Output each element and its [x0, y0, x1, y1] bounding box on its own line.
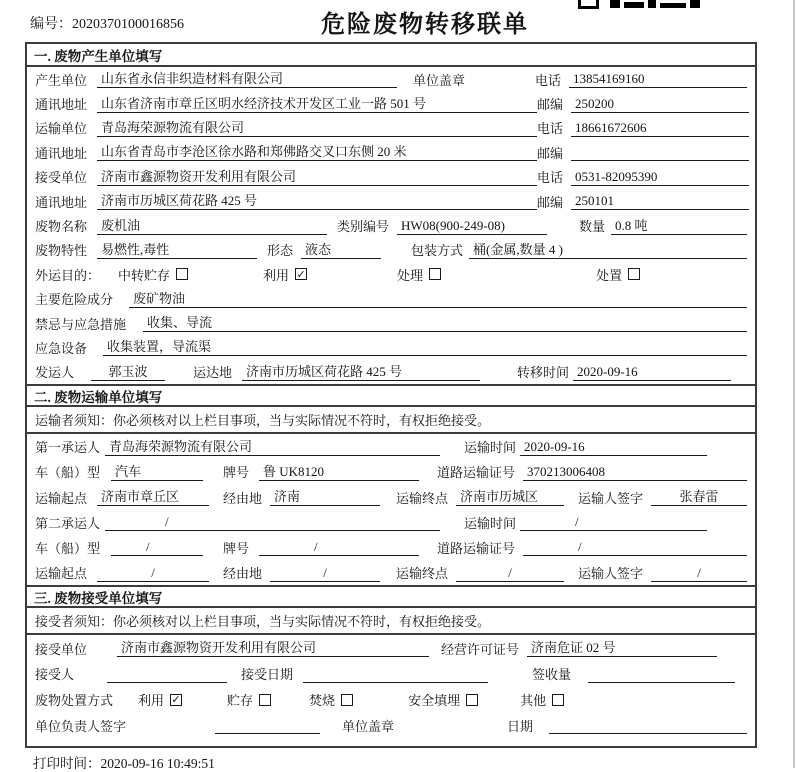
print-time-value: 2020-09-16 10:49:51 [100, 756, 215, 771]
purpose-use-label: 利用 [263, 267, 290, 283]
purpose-use-checkbox: ✓ [296, 267, 306, 281]
row-second-carrier [27, 510, 755, 535]
plate-label: 牌号 [223, 540, 250, 556]
transporter-value: 青岛海荣源物流有限公司 [97, 119, 537, 137]
transport-time1-group [464, 437, 747, 456]
transporter-phone-group [537, 118, 749, 137]
category-code-value: HW08(900-249-08) [397, 217, 547, 235]
destination-value: 济南市历城区荷花路 425 号 [242, 363, 480, 381]
packing-value: 桶(金属,数量 4 ) [469, 241, 747, 259]
origin1-value: 济南市章丘区 [97, 488, 209, 506]
row-transporter-address [27, 140, 755, 164]
transport-time2-value: / [520, 513, 707, 531]
purpose-dispose-checkbox [628, 268, 640, 280]
consignor-label: 发运人 [35, 365, 75, 381]
receiver-phone-group [537, 167, 749, 186]
disposal-use-checkbox: ✓ [171, 693, 181, 707]
road-license-label: 道路运输证号 [437, 465, 516, 481]
first-carrier-label: 第一承运人 [35, 440, 101, 456]
vehicle-type1-value: 汽车 [111, 463, 203, 481]
phone-label: 电话 [537, 170, 564, 186]
destination-label: 运达地 [193, 365, 233, 381]
row-acceptor [27, 661, 755, 687]
form-label: 形态 [267, 243, 294, 259]
row-vehicle1 [27, 459, 755, 484]
plate-label: 牌号 [223, 465, 250, 481]
print-time-label: 打印时间： [33, 756, 101, 771]
trait-value: 易燃性,毒性 [97, 241, 257, 259]
sign-qty-label: 签收量 [532, 667, 572, 683]
transporter-address-value: 山东省青岛市李沧区徐水路和郑佛路交叉口东侧 20 米 [97, 143, 537, 161]
receiver-phone-value: 0531-82095390 [571, 168, 749, 186]
phone-label: 电话 [537, 121, 564, 137]
origin2-value: / [97, 564, 209, 582]
section3-heading: 三. 废物接受单位填写 [27, 585, 755, 608]
sign-qty-group [532, 664, 747, 683]
section2-heading: 二. 废物运输单位填写 [27, 384, 755, 407]
waste-name-value: 废机油 [97, 217, 327, 235]
origin-label: 运输起点 [35, 566, 88, 582]
road-license1-value: 370213006408 [523, 463, 747, 481]
consignor-value: 郭玉波 [91, 363, 165, 381]
via2-value: / [270, 564, 380, 582]
serial-label: 编号： [30, 17, 72, 32]
plate2-value: / [259, 538, 419, 556]
origin-label: 运输起点 [35, 490, 88, 506]
transporter-phone-value: 18661672606 [571, 119, 749, 137]
row-waste-trait [27, 238, 755, 262]
address-label: 通讯地址 [35, 194, 88, 210]
page-edge-divider [793, 0, 795, 768]
hazard-label: 主要危险成分 [35, 292, 114, 308]
disposal-burn-checkbox [341, 694, 353, 706]
quantity-label: 数量 [579, 219, 606, 235]
first-carrier-value: 青岛海荣源物流有限公司 [105, 438, 440, 456]
second-carrier-label: 第二承运人 [35, 515, 101, 531]
disposal-burn-label: 焚烧 [309, 693, 336, 709]
transport-time2-group [464, 513, 747, 532]
disposal-store-checkbox [259, 694, 271, 706]
permit-value: 济南危证 02 号 [527, 639, 717, 657]
transfer-time-value: 2020-09-16 [573, 363, 731, 381]
disposal-landfill-checkbox [466, 694, 478, 706]
quantity-group [579, 216, 747, 235]
purpose-transfer-checkbox [176, 268, 188, 280]
quantity-value: 0.8 吨 [611, 217, 747, 235]
head-sign-value [215, 716, 320, 734]
accept-date-value [303, 665, 488, 683]
unit-seal-label: 单位盖章 [342, 718, 395, 734]
producer-phone-group [535, 70, 747, 89]
section-transporter [27, 384, 755, 585]
via1-value: 济南 [270, 488, 380, 506]
accept-unit-value: 济南市鑫源物资开发利用有限公司 [117, 639, 429, 657]
phone-label: 电话 [535, 72, 562, 88]
zip-label: 邮编 [537, 194, 564, 210]
row-emergency-equipment [27, 335, 755, 359]
row-route1 [27, 484, 755, 509]
carrier-sign-label: 运输人签字 [578, 566, 644, 582]
unit-seal-label: 单位盖章 [413, 72, 466, 88]
address-label: 通讯地址 [35, 145, 88, 161]
print-time-line [33, 752, 215, 772]
second-carrier-value: / [105, 513, 440, 531]
vehicle-type-label: 车（船）型 [35, 540, 101, 556]
manifest-form [25, 42, 757, 748]
date-label: 日期 [507, 718, 534, 734]
zip-label: 邮编 [537, 145, 564, 161]
row-route2 [27, 560, 755, 585]
permit-label: 经营许可证号 [441, 641, 520, 657]
carrier-sign2-value: / [651, 564, 747, 582]
hazard-value: 废矿物油 [129, 290, 747, 308]
taboo-value: 收集、导流 [143, 314, 747, 332]
carrier-sign1-value: 张春雷 [651, 488, 747, 506]
equipment-label: 应急设备 [35, 340, 88, 356]
date-group [507, 716, 747, 735]
equipment-value: 收集装置，导流渠 [103, 338, 747, 356]
receiver-address-value: 济南市历城区荷花路 425 号 [97, 192, 537, 210]
road-license2-value: / [523, 538, 747, 556]
acceptor-value [107, 665, 227, 683]
row-producer [27, 67, 755, 91]
row-hazard [27, 287, 755, 311]
disposal-store-label: 贮存 [227, 693, 254, 709]
transfer-time-group [517, 362, 747, 381]
row-receiver-address [27, 189, 755, 213]
row-purpose [27, 262, 755, 286]
terminus1-value: 济南市历城区 [456, 488, 564, 506]
row-receiver [27, 165, 755, 189]
zip-label: 邮编 [537, 97, 564, 113]
serial-value: 2020370100016856 [72, 17, 184, 32]
transporter-zip-group [537, 143, 749, 162]
plate1-value: 鲁 UK8120 [259, 463, 419, 481]
producer-phone-value: 13854169160 [569, 70, 747, 88]
row-first-carrier [27, 434, 755, 459]
purpose-treat-label: 处理 [397, 267, 424, 283]
row-consignor [27, 360, 755, 384]
category-label: 类别编号 [337, 219, 390, 235]
purpose-label: 外运目的： [35, 267, 101, 283]
transporter-zip-value [571, 143, 749, 161]
accept-unit-label: 接受单位 [35, 641, 88, 657]
transfer-time-label: 转移时间 [517, 365, 570, 381]
taboo-label: 禁忌与应急措施 [35, 316, 127, 332]
page-title: 危险废物转移联单 [321, 12, 529, 38]
section-receiver [27, 585, 755, 738]
disposal-other-checkbox [552, 694, 564, 706]
row-waste-name [27, 213, 755, 237]
transporter-label: 运输单位 [35, 121, 88, 137]
head-sign-label: 单位负责人签字 [35, 718, 127, 734]
serial-number-line [30, 13, 184, 33]
transport-time1-value: 2020-09-16 [520, 438, 707, 456]
date-value [549, 716, 747, 734]
address-label: 通讯地址 [35, 97, 88, 113]
receiver-zip-value: 250101 [571, 192, 749, 210]
purpose-treat-checkbox [429, 268, 441, 280]
receiver-label: 接受单位 [35, 170, 88, 186]
row-producer-address [27, 91, 755, 115]
acceptor-label: 接受人 [35, 667, 75, 683]
terminus-label: 运输终点 [396, 490, 449, 506]
vehicle-type2-value: / [111, 538, 203, 556]
disposal-label: 废物处置方式 [35, 693, 114, 709]
accept-date-label: 接受日期 [241, 667, 294, 683]
producer-zip-value: 250200 [571, 95, 749, 113]
purpose-dispose-label: 处置 [596, 267, 623, 283]
row-disposal-method [27, 687, 755, 713]
producer-zip-group [537, 94, 749, 113]
vehicle-type-label: 车（船）型 [35, 465, 101, 481]
carrier-sign-label: 运输人签字 [578, 490, 644, 506]
disposal-other-label: 其他 [520, 693, 547, 709]
row-transporter [27, 116, 755, 140]
receiver-notice: 接受者须知：你必须核对以上栏目事项，当与实际情况不符时，有权拒绝接受。 [27, 608, 755, 635]
purpose-transfer-label: 中转贮存 [118, 267, 171, 283]
transport-time-label: 运输时间 [464, 515, 517, 531]
section1-heading: 一. 废物产生单位填写 [27, 44, 755, 67]
row-head-signature [27, 713, 755, 739]
transport-time-label: 运输时间 [464, 440, 517, 456]
road-license-label: 道路运输证号 [437, 540, 516, 556]
form-value: 液态 [301, 241, 381, 259]
via-label: 经由地 [223, 566, 263, 582]
terminus-label: 运输终点 [396, 566, 449, 582]
receiver-zip-group [537, 192, 749, 211]
producer-value: 山东省永信非织造材料有限公司 [97, 70, 397, 88]
producer-label: 产生单位 [35, 72, 88, 88]
row-taboo [27, 311, 755, 335]
section-producer [27, 44, 755, 384]
disposal-use-label: 利用 [138, 693, 165, 709]
qr-code-fragment [578, 0, 706, 9]
producer-address-value: 山东省济南市章丘区明水经济技术开发区工业一路 501 号 [97, 95, 537, 113]
via-label: 经由地 [223, 490, 263, 506]
row-accept-unit [27, 635, 755, 661]
row-vehicle2 [27, 535, 755, 560]
disposal-landfill-label: 安全填埋 [408, 693, 461, 709]
receiver-value: 济南市鑫源物资开发利用有限公司 [97, 168, 537, 186]
terminus2-value: / [456, 564, 564, 582]
trait-label: 废物特性 [35, 243, 88, 259]
sign-qty-value [588, 665, 735, 683]
waste-name-label: 废物名称 [35, 219, 88, 235]
transporter-notice: 运输者须知：你必须核对以上栏目事项，当与实际情况不符时，有权拒绝接受。 [27, 407, 755, 434]
packing-label: 包装方式 [411, 243, 464, 259]
